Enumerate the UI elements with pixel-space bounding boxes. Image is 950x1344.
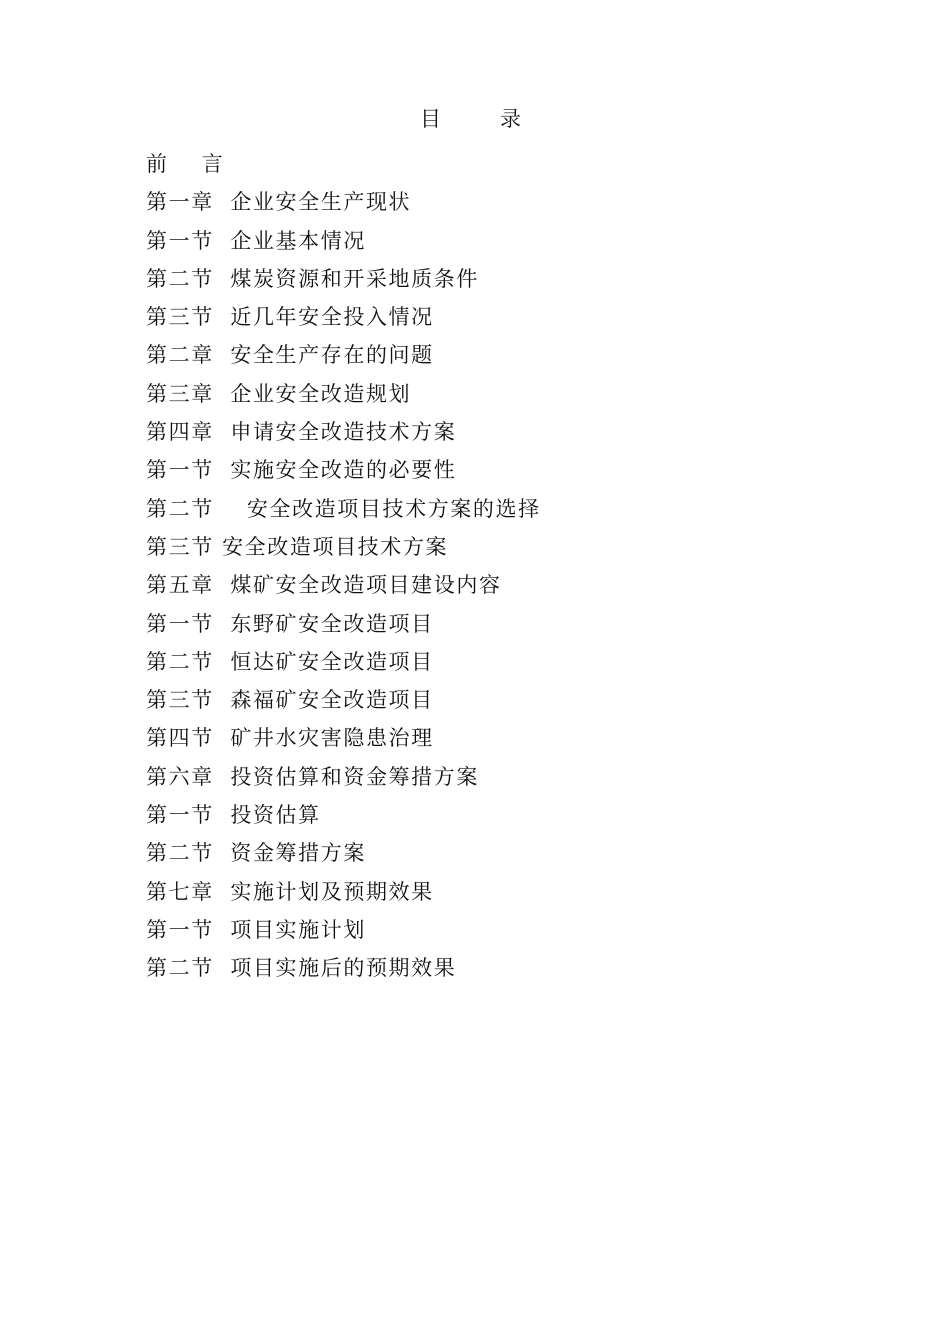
toc-entry: 第三节 近几年安全投入情况 xyxy=(146,305,434,330)
toc-heading-char-1: 目 xyxy=(420,107,441,131)
toc-entry: 第二节 项目实施后的预期效果 xyxy=(146,956,457,981)
toc-entry: 第一节 实施安全改造的必要性 xyxy=(146,458,457,483)
toc-entry: 第一章 企业安全生产现状 xyxy=(146,190,412,215)
toc-entry: 第二节 安全改造项目技术方案的选择 xyxy=(146,496,541,521)
toc-entry: 第一节 投资估算 xyxy=(146,803,321,828)
toc-entry: 第三节 安全改造项目技术方案 xyxy=(146,534,449,559)
toc-entry: 第三节 森福矿安全改造项目 xyxy=(146,688,434,713)
toc-entry: 第四节 矿井水灾害隐患治理 xyxy=(146,726,434,751)
toc-entry: 第三章 企业安全改造规划 xyxy=(146,381,412,406)
toc-entry: 第二节 恒达矿安全改造项目 xyxy=(146,649,434,674)
toc-entry: 第一节 企业基本情况 xyxy=(146,228,366,253)
toc-entry: 第四章 申请安全改造技术方案 xyxy=(146,420,457,445)
toc-entry: 第五章 煤矿安全改造项目建设内容 xyxy=(146,573,502,598)
toc-entry-preface: 前 言 xyxy=(146,152,225,176)
toc-entry: 第一节 项目实施计划 xyxy=(146,917,366,942)
toc-heading-char-2: 录 xyxy=(500,107,521,131)
toc-entry: 第二章 安全生产存在的问题 xyxy=(146,343,434,368)
toc-entry: 第二节 资金筹措方案 xyxy=(146,841,366,866)
toc-entry: 第七章 实施计划及预期效果 xyxy=(146,879,434,904)
toc-heading xyxy=(420,104,520,134)
toc-entry: 第一节 东野矿安全改造项目 xyxy=(146,611,434,636)
table-of-contents xyxy=(146,149,541,992)
toc-entry: 第六章 投资估算和资金筹措方案 xyxy=(146,764,479,789)
toc-entry: 第二节 煤炭资源和开采地质条件 xyxy=(146,266,479,291)
